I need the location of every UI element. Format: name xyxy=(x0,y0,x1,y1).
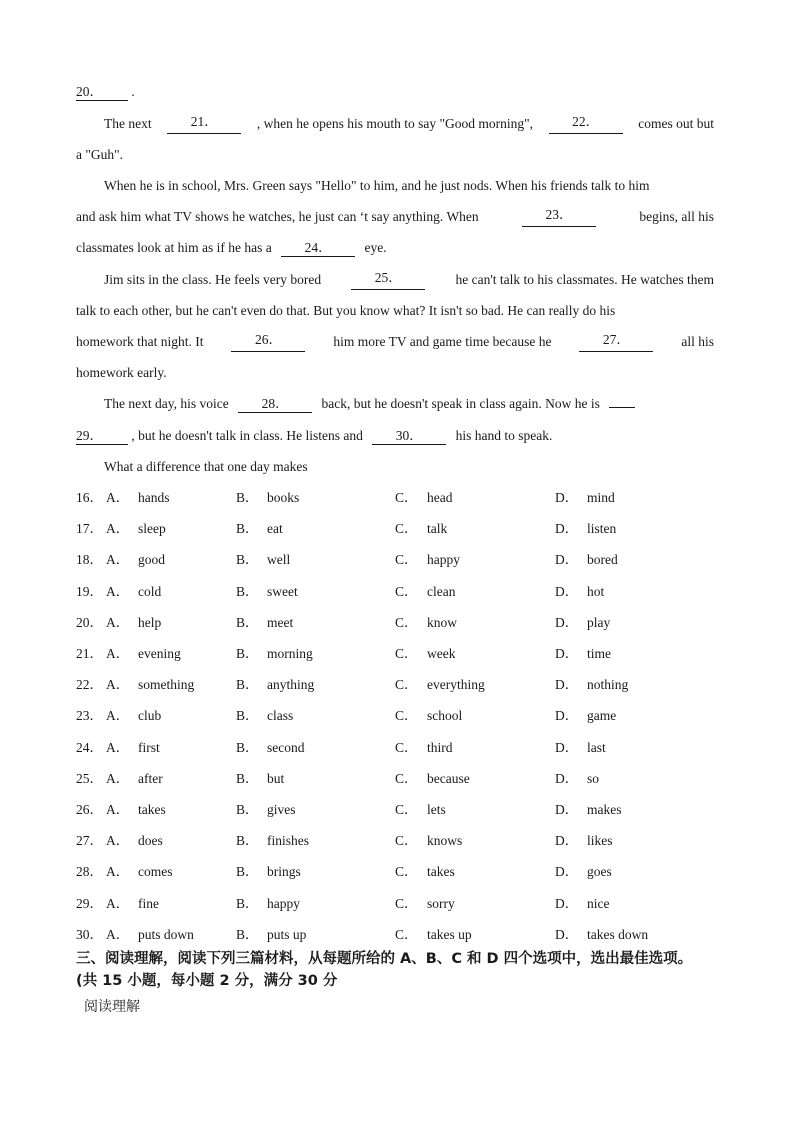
question-25 xyxy=(76,769,716,789)
option-letter-a: A． xyxy=(106,896,130,911)
option-letter-a: A． xyxy=(106,864,130,879)
text: all his xyxy=(681,334,714,349)
section-3-title: 三、阅读理解，阅读下列三篇材料，从每题所给的 A、B、C 和 D 四个选项中，选出最佳选项。 xyxy=(76,951,693,967)
question-18 xyxy=(76,550,716,570)
option-b[interactable]: but xyxy=(267,771,285,786)
option-b[interactable]: well xyxy=(267,552,291,567)
option-letter-b: B． xyxy=(236,896,259,911)
question-number: 24． xyxy=(76,740,103,755)
option-letter-d: D． xyxy=(555,740,579,755)
question-number: 26． xyxy=(76,802,103,817)
option-b[interactable]: finishes xyxy=(267,833,309,848)
passage-line-12 xyxy=(76,426,714,446)
option-letter-b: B． xyxy=(236,677,259,692)
option-d[interactable]: nothing xyxy=(587,677,629,692)
option-a[interactable]: something xyxy=(138,677,195,692)
option-letter-c: C． xyxy=(395,552,418,567)
option-a[interactable]: comes xyxy=(138,864,173,879)
option-letter-a: A． xyxy=(106,615,130,630)
option-c[interactable]: clean xyxy=(427,584,456,599)
option-letter-b: B． xyxy=(236,771,259,786)
passage-line-13 xyxy=(104,457,714,477)
option-c[interactable]: takes up xyxy=(427,927,472,942)
blank-22[interactable]: 22． xyxy=(549,114,623,134)
question-21 xyxy=(76,644,716,664)
question-number: 16． xyxy=(76,490,103,505)
blank-20[interactable]: 20． xyxy=(76,84,128,101)
option-a[interactable]: puts down xyxy=(138,927,194,942)
option-letter-d: D． xyxy=(555,802,579,817)
option-d[interactable]: time xyxy=(587,646,611,661)
blank-25[interactable]: 25． xyxy=(351,270,425,290)
question-number: 19． xyxy=(76,584,103,599)
option-letter-d: D． xyxy=(555,584,579,599)
option-b[interactable]: second xyxy=(267,740,305,755)
option-letter-a: A． xyxy=(106,584,130,599)
option-d[interactable]: nice xyxy=(587,896,610,911)
text: and ask him what TV shows he watches, he just can ‘t say anything. When xyxy=(76,209,479,224)
question-number: 30． xyxy=(76,927,103,942)
option-letter-d: D． xyxy=(555,864,579,879)
passage-line-2 xyxy=(104,114,714,134)
option-letter-a: A． xyxy=(106,802,130,817)
option-letter-a: A． xyxy=(106,927,130,942)
question-number: 21． xyxy=(76,646,103,661)
option-b[interactable]: class xyxy=(267,708,294,723)
option-letter-a: A． xyxy=(106,552,130,567)
option-a[interactable]: after xyxy=(138,771,163,786)
option-a[interactable]: fine xyxy=(138,896,159,911)
question-17 xyxy=(76,519,716,539)
blank-27[interactable]: 27． xyxy=(579,332,653,352)
option-b[interactable]: gives xyxy=(267,802,296,817)
question-24 xyxy=(76,738,716,758)
option-c[interactable]: know xyxy=(427,615,457,630)
text: classmates look at him as if he has a xyxy=(76,240,272,255)
blank-24[interactable]: 24． xyxy=(281,240,355,257)
option-c[interactable]: knows xyxy=(427,833,463,848)
option-letter-c: C． xyxy=(395,646,418,661)
option-letter-d: D． xyxy=(555,677,579,692)
question-26 xyxy=(76,800,716,820)
passage-line-7 xyxy=(104,270,714,290)
option-letter-b: B． xyxy=(236,615,259,630)
passage-line-9 xyxy=(76,332,714,352)
option-letter-d: D． xyxy=(555,615,579,630)
question-20 xyxy=(76,613,716,633)
question-30 xyxy=(76,925,716,945)
passage-line-10 xyxy=(76,363,714,383)
option-d[interactable]: so xyxy=(587,771,600,786)
option-letter-c: C． xyxy=(395,771,418,786)
text: eye. xyxy=(364,240,387,255)
text: homework that night. It xyxy=(76,334,204,349)
question-number: 17． xyxy=(76,521,103,536)
passage-line-1: 20． . xyxy=(76,84,135,99)
question-number: 23． xyxy=(76,708,103,723)
option-c[interactable]: everything xyxy=(427,677,485,692)
option-b[interactable]: books xyxy=(267,490,300,505)
option-letter-c: C． xyxy=(395,864,418,879)
option-letter-c: C． xyxy=(395,677,418,692)
passage-line-11 xyxy=(104,394,714,414)
section-3-note: (共 15 小题，每小题 2 分，满分 30 分 xyxy=(76,973,338,989)
option-letter-c: C． xyxy=(395,833,418,848)
option-letter-d: D． xyxy=(555,552,579,567)
question-28 xyxy=(76,862,716,882)
text: he can't talk to his classmates. He watches them xyxy=(455,272,714,287)
option-letter-c: C． xyxy=(395,708,418,723)
option-a[interactable]: first xyxy=(138,740,160,755)
passage-line-3 xyxy=(76,145,714,165)
option-c[interactable]: school xyxy=(427,708,463,723)
option-c[interactable]: happy xyxy=(427,552,460,567)
option-b[interactable]: anything xyxy=(267,677,315,692)
question-19 xyxy=(76,582,716,602)
option-letter-b: B． xyxy=(236,708,259,723)
option-letter-b: B． xyxy=(236,552,259,567)
option-b[interactable]: sweet xyxy=(267,584,298,599)
option-letter-b: B． xyxy=(236,740,259,755)
passage-line-4 xyxy=(104,176,714,196)
option-letter-c: C． xyxy=(395,740,418,755)
option-c[interactable]: lets xyxy=(427,802,446,817)
blank-28[interactable]: 28． xyxy=(238,396,312,413)
option-a[interactable]: help xyxy=(138,615,162,630)
blank-29-start xyxy=(609,407,635,408)
text: talk to each other, but he can't even do that. But you know what? It isn't so bad. He can really do his xyxy=(76,303,616,318)
question-29 xyxy=(76,894,716,914)
option-a[interactable]: club xyxy=(138,708,162,723)
option-a[interactable]: does xyxy=(138,833,163,848)
option-b[interactable]: eat xyxy=(267,521,283,536)
text: The next day, his voice xyxy=(104,396,229,411)
option-d[interactable]: hot xyxy=(587,584,605,599)
option-d[interactable]: last xyxy=(587,740,606,755)
option-d[interactable]: takes down xyxy=(587,927,649,942)
option-letter-c: C． xyxy=(395,927,418,942)
option-letter-b: B． xyxy=(236,864,259,879)
option-a[interactable]: takes xyxy=(138,802,166,817)
option-b[interactable]: meet xyxy=(267,615,294,630)
blank-29[interactable]: 29． xyxy=(76,428,128,445)
blank-21[interactable]: 21． xyxy=(167,114,241,134)
option-d[interactable]: likes xyxy=(587,833,613,848)
text: , when he opens his mouth to say "Good morning", xyxy=(256,116,533,131)
text: begins, all his xyxy=(639,209,714,224)
option-letter-a: A． xyxy=(106,740,130,755)
option-c[interactable]: third xyxy=(427,740,453,755)
question-23 xyxy=(76,706,716,726)
option-letter-a: A． xyxy=(106,677,130,692)
option-letter-b: B． xyxy=(236,927,259,942)
option-d[interactable]: listen xyxy=(587,521,617,536)
option-d[interactable]: play xyxy=(587,615,611,630)
option-letter-c: C． xyxy=(395,521,418,536)
option-letter-b: B． xyxy=(236,584,259,599)
option-letter-d: D． xyxy=(555,521,579,536)
option-letter-a: A． xyxy=(106,833,130,848)
question-number: 18． xyxy=(76,552,103,567)
option-letter-d: D． xyxy=(555,896,579,911)
option-c[interactable]: talk xyxy=(427,521,448,536)
question-number: 27． xyxy=(76,833,103,848)
option-b[interactable]: puts up xyxy=(267,927,307,942)
option-d[interactable]: mind xyxy=(587,490,615,505)
option-letter-d: D． xyxy=(555,927,579,942)
text: The next xyxy=(104,116,152,131)
option-c[interactable]: head xyxy=(427,490,453,505)
option-letter-b: B． xyxy=(236,646,259,661)
text: comes out but xyxy=(638,116,714,131)
option-a[interactable]: hands xyxy=(138,490,170,505)
passage-line-5 xyxy=(76,207,714,227)
section-3-subheading: 阅读理解 xyxy=(84,999,140,1015)
option-letter-a: A． xyxy=(106,771,130,786)
option-b[interactable]: brings xyxy=(267,864,301,879)
option-letter-c: C． xyxy=(395,490,418,505)
option-b[interactable]: morning xyxy=(267,646,313,661)
text: a "Guh". xyxy=(76,147,124,162)
option-letter-a: A． xyxy=(106,490,130,505)
text: When he is in school, Mrs. Green says "Hello" to him, and he just nods. When his friends talk to him xyxy=(104,178,650,193)
option-letter-a: A． xyxy=(106,521,130,536)
option-letter-c: C． xyxy=(395,584,418,599)
option-a[interactable]: cold xyxy=(138,584,162,599)
option-d[interactable]: game xyxy=(587,708,617,723)
option-letter-c: C． xyxy=(395,896,418,911)
option-d[interactable]: goes xyxy=(587,864,612,879)
option-d[interactable]: bored xyxy=(587,552,618,567)
option-letter-b: B． xyxy=(236,521,259,536)
question-number: 20． xyxy=(76,615,103,630)
option-a[interactable]: evening xyxy=(138,646,181,661)
text: What a difference that one day makes xyxy=(104,459,308,474)
option-letter-b: B． xyxy=(236,833,259,848)
option-letter-a: A． xyxy=(106,708,130,723)
option-letter-d: D． xyxy=(555,771,579,786)
passage-line-6 xyxy=(76,238,714,258)
option-letter-c: C． xyxy=(395,802,418,817)
passage-line-8 xyxy=(76,301,714,321)
text: his hand to speak. xyxy=(455,428,553,443)
option-letter-a: A． xyxy=(106,646,130,661)
option-letter-d: D． xyxy=(555,646,579,661)
option-a[interactable]: good xyxy=(138,552,165,567)
text: Jim sits in the class. He feels very bored xyxy=(104,272,322,287)
option-letter-b: B． xyxy=(236,490,259,505)
question-number: 29． xyxy=(76,896,103,911)
question-number: 22． xyxy=(76,677,103,692)
option-letter-c: C． xyxy=(395,615,418,630)
option-c[interactable]: takes xyxy=(427,864,455,879)
question-22 xyxy=(76,675,716,695)
text: , but he doesn't talk in class. He listens and xyxy=(131,428,363,443)
option-letter-d: D． xyxy=(555,833,579,848)
option-letter-d: D． xyxy=(555,490,579,505)
text: back, but he doesn't speak in class again. Now he is xyxy=(321,396,600,411)
question-number: 28． xyxy=(76,864,103,879)
text: him more TV and game time because he xyxy=(333,334,552,349)
option-c[interactable]: week xyxy=(427,646,456,661)
blank-23[interactable]: 23． xyxy=(522,207,596,227)
question-number: 25． xyxy=(76,771,103,786)
option-c[interactable]: sorry xyxy=(427,896,455,911)
option-d[interactable]: makes xyxy=(587,802,622,817)
blank-26[interactable]: 26． xyxy=(231,332,305,352)
option-letter-b: B． xyxy=(236,802,259,817)
blank-30[interactable]: 30． xyxy=(372,428,446,445)
text: homework early. xyxy=(76,365,167,380)
option-c[interactable]: because xyxy=(427,771,470,786)
option-letter-d: D． xyxy=(555,708,579,723)
question-16 xyxy=(76,488,716,508)
option-b[interactable]: happy xyxy=(267,896,300,911)
question-27 xyxy=(76,831,716,851)
option-a[interactable]: sleep xyxy=(138,521,166,536)
